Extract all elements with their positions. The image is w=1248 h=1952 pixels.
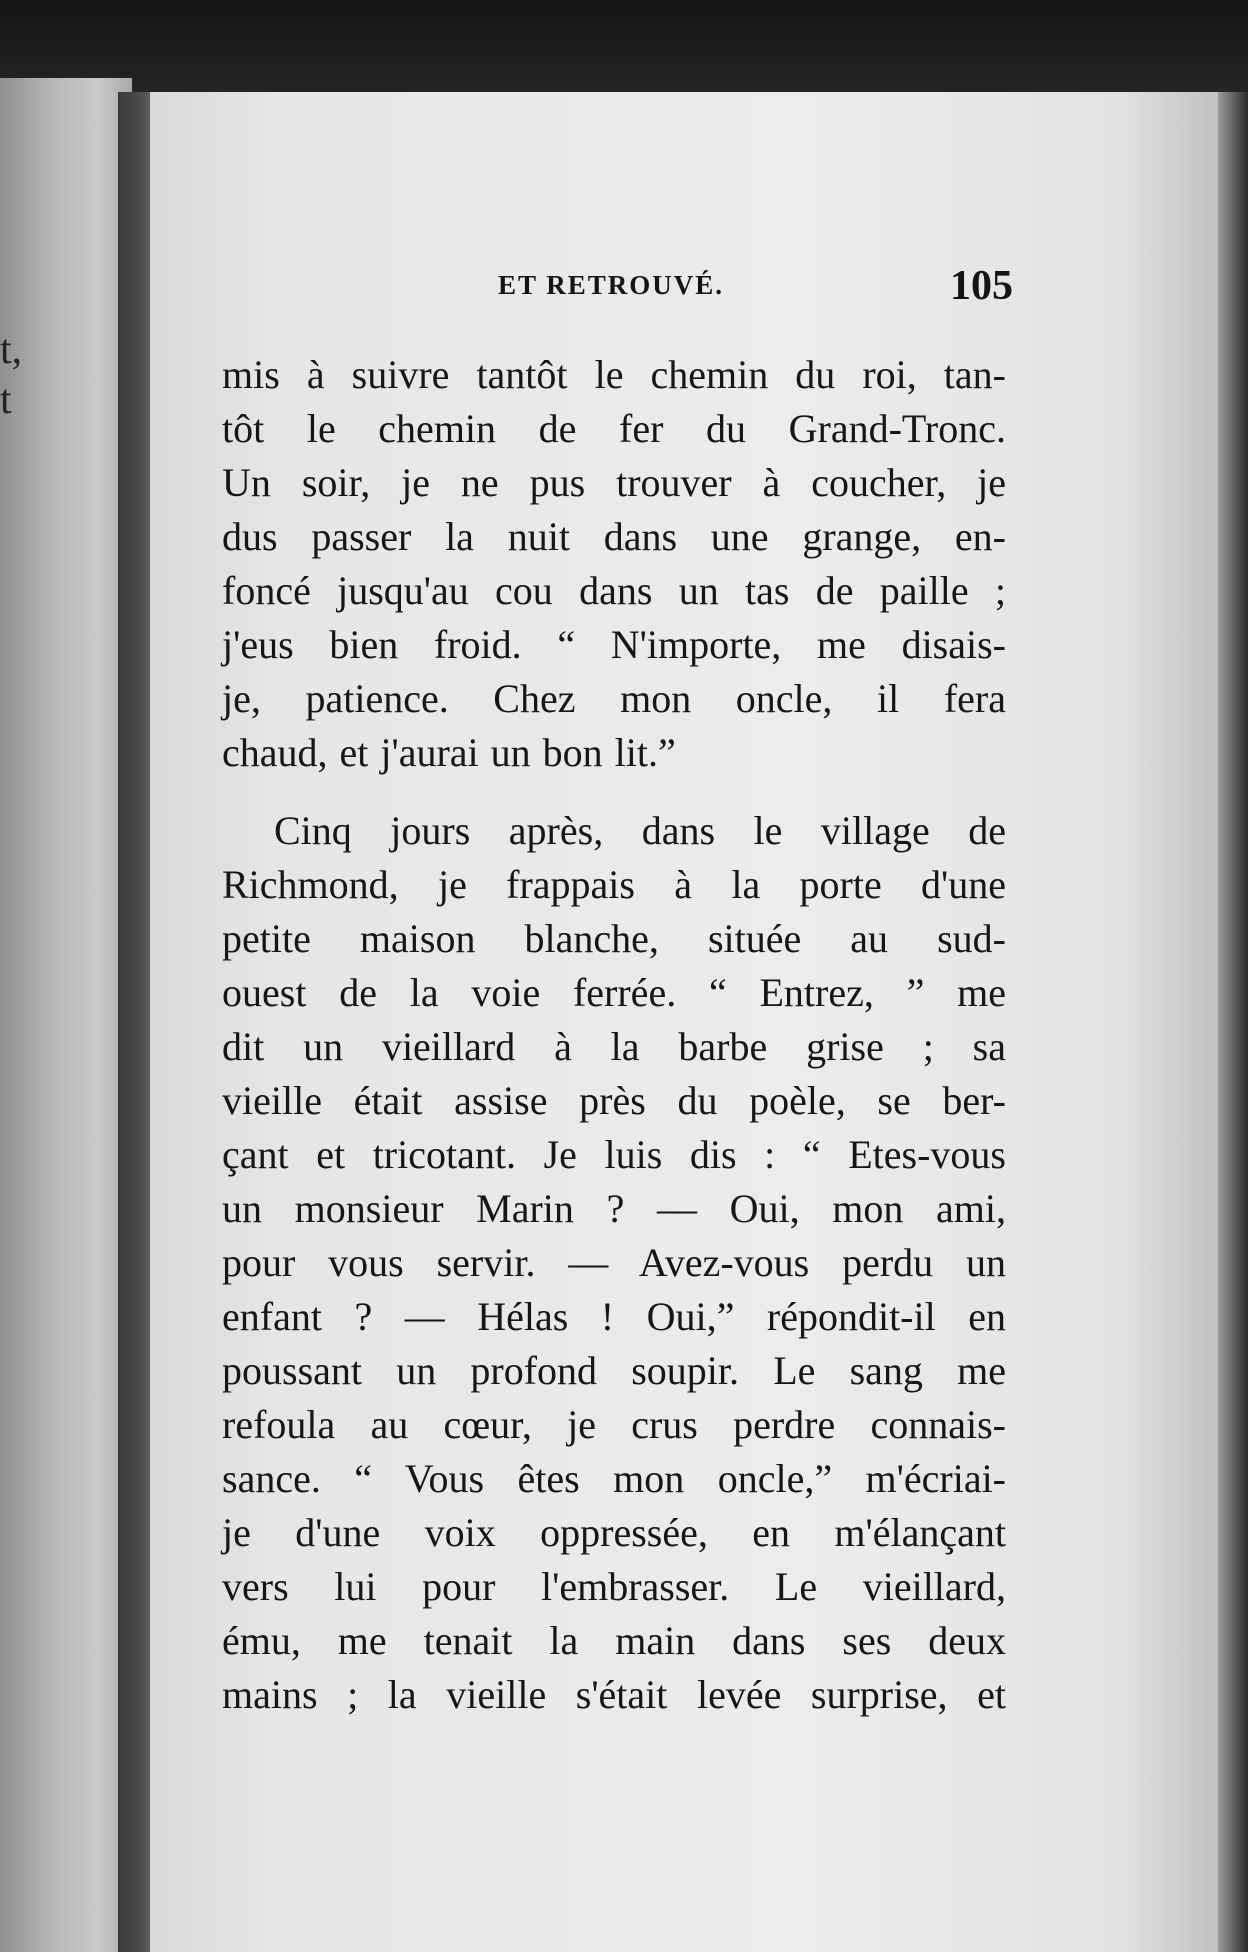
text-line: Richmond, je frappais à la porte d'une — [222, 862, 1006, 907]
text-line: chaud, et j'aurai un bon lit.” — [222, 730, 676, 775]
text-line: mis à suivre tantôt le chemin du roi, tan- — [222, 352, 1006, 397]
paragraph — [222, 804, 1006, 1722]
text-line: Un soir, je ne pus trouver à coucher, je — [222, 460, 1006, 505]
facing-page-fragment-2: t — [0, 377, 12, 423]
facing-page-edge — [0, 78, 132, 1952]
paragraph-gap — [222, 780, 1006, 804]
paragraph — [222, 348, 1006, 780]
text-line: foncé jusqu'au cou dans un tas de paille ; — [222, 568, 1006, 613]
text-line: Cinq jours après, dans le village de — [274, 808, 1006, 853]
page-right-edge — [1218, 92, 1248, 1952]
text-line: pour vous servir. — Avez-vous perdu un — [222, 1240, 1006, 1285]
running-head: ET RETROUVÉ. — [498, 270, 725, 300]
text-line: un monsieur Marin ? — Oui, mon ami, — [222, 1186, 1006, 1231]
text-line: poussant un profond soupir. Le sang me — [222, 1348, 1006, 1393]
text-line: ému, me tenait la main dans ses deux — [222, 1618, 1006, 1663]
text-line: j'eus bien froid. “ N'importe, me disais- — [222, 622, 1006, 667]
text-line: enfant ? — Hélas ! Oui,” répondit-il en — [222, 1294, 1006, 1339]
text-line: dus passer la nuit dans une grange, en- — [222, 514, 1006, 559]
facing-page-fragment-1: t, — [0, 327, 23, 373]
scan-top-shadow — [0, 0, 1248, 100]
text-line: çant et tricotant. Je luis dis : “ Etes-vous — [222, 1132, 1006, 1177]
text-line: ouest de la voie ferrée. “ Entrez, ” me — [222, 970, 1006, 1015]
body-text — [222, 348, 1006, 1722]
page-number: 105 — [950, 263, 1013, 309]
text-line: je d'une voix oppressée, en m'élançant — [222, 1510, 1006, 1555]
text-line: tôt le chemin de fer du Grand-Tronc. — [222, 406, 1006, 451]
text-line: petite maison blanche, située au sud- — [222, 916, 1006, 961]
text-line: dit un vieillard à la barbe grise ; sa — [222, 1024, 1006, 1069]
text-line: vieille était assise près du poèle, se ber- — [222, 1078, 1006, 1123]
text-line: vers lui pour l'embrasser. Le vieillard, — [222, 1564, 1006, 1609]
text-line: refoula au cœur, je crus perdre connais- — [222, 1402, 1006, 1447]
text-line: mains ; la vieille s'était levée surprise, et — [222, 1672, 1006, 1717]
text-line: je, patience. Chez mon oncle, il fera — [222, 676, 1006, 721]
text-line: sance. “ Vous êtes mon oncle,” m'écriai- — [222, 1456, 1006, 1501]
